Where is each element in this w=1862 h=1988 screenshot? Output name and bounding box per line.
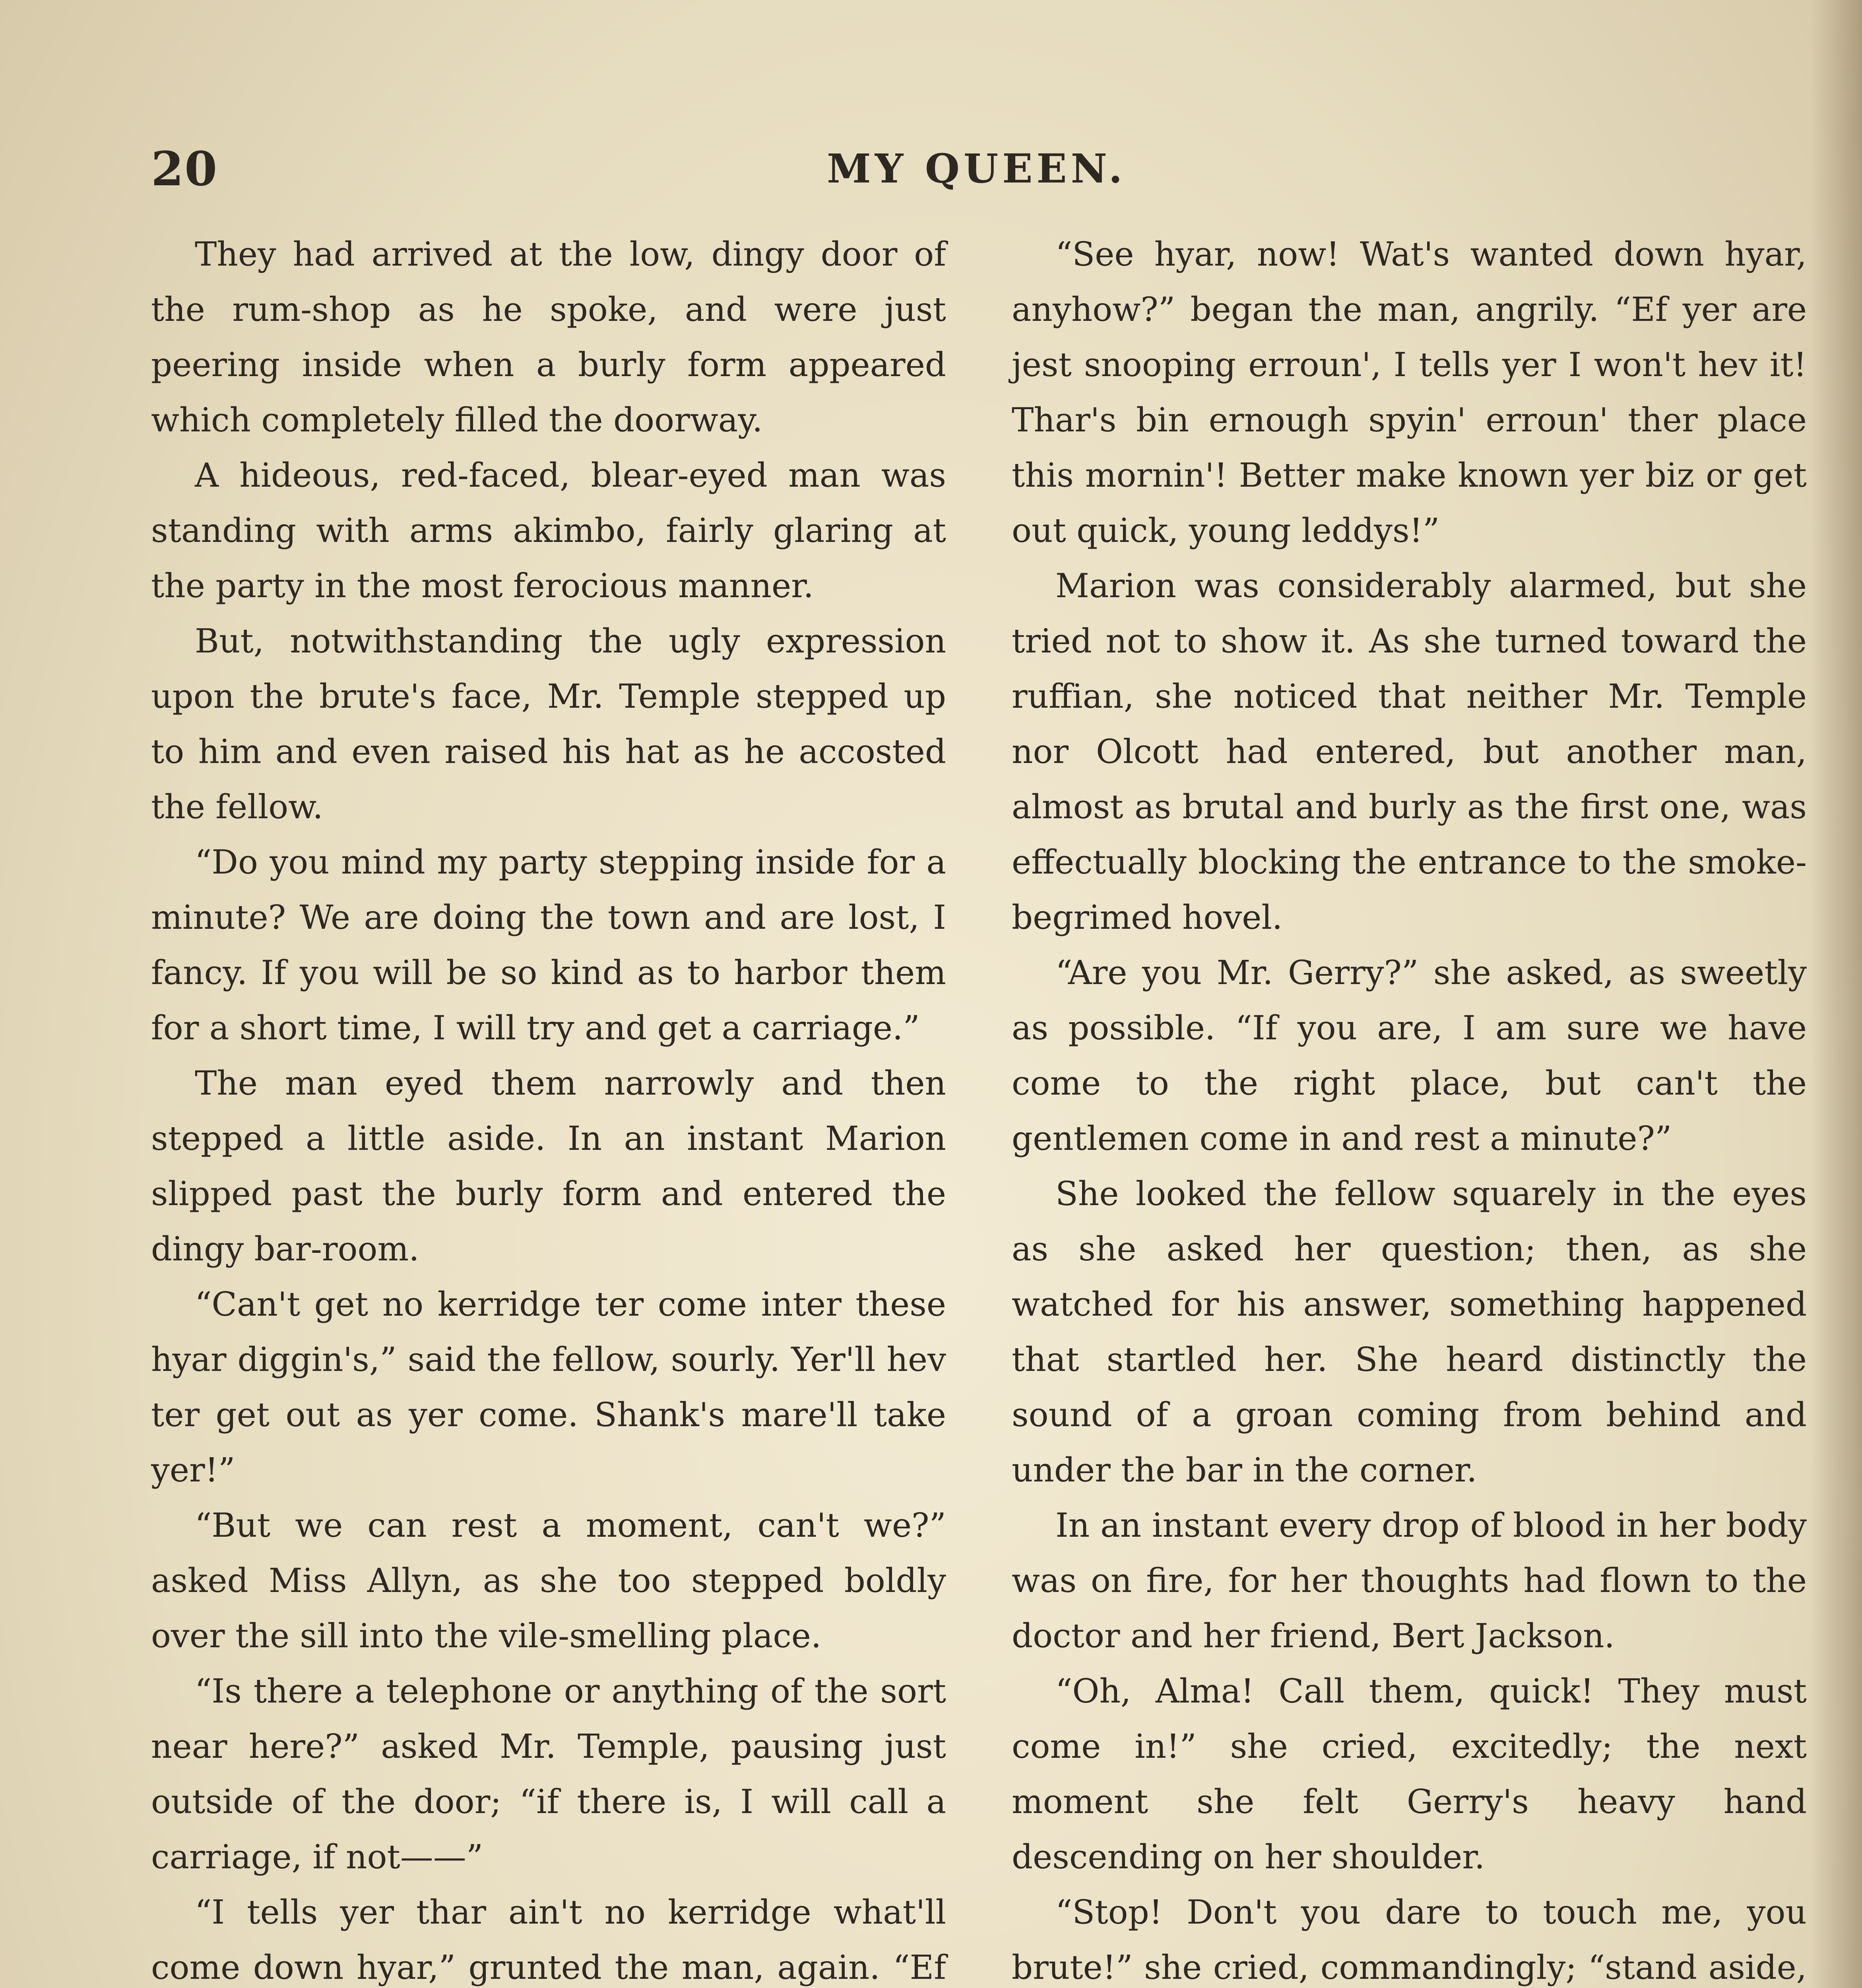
paragraph: “Do you mind my party stepping inside for a minute? We are doing the town and are lost, I fancy. If you will be so kind as to harbor them for a short time, I will try and get a carriage.” — [151, 843, 946, 1047]
paragraph: “Is there a telephone or anything of the sort near here?” asked Mr. Temple, pausing just outside of the door; “if there is, I will call a carriage, if not——” — [151, 1672, 946, 1876]
left-column — [151, 227, 946, 1988]
paragraph: “Can't get no kerridge ter come inter these hyar diggin's,” said the fellow, sourly. Yer'll hev ter get out as yer come. Shank's mare'll take yer!” — [151, 1285, 946, 1489]
running-title: MY QUEEN. — [827, 145, 1127, 192]
paragraph: “Oh, Alma! Call them, quick! They must come in!” she cried, excitedly; the next moment she felt Gerry's heavy hand descending on her shoulder. — [1012, 1672, 1807, 1876]
book-spine-shadow — [1810, 0, 1862, 1988]
paragraph: “Stop! Don't you dare to touch me, you brute!” she cried, commandingly; “stand aside, — [1012, 1893, 1807, 1987]
paragraph: In an instant every drop of blood in her body was on fire, for her thoughts had flown to the doctor and her friend, Bert Jackson. — [1012, 1506, 1807, 1655]
paragraph: They had arrived at the low, dingy door of the rum-shop as he spoke, and were just peering inside when a burly form appeared which completely filled the doorway. — [151, 235, 946, 439]
paragraph: “I tells yer thar ain't no kerridge what'll come down hyar,” grunted the man, again. “Ef — [151, 1893, 946, 1987]
paragraph: Marion was considerably alarmed, but she tried not to show it. As she turned toward the ruffian, she noticed that neither Mr. Temple nor Olcott had entered, but another man, almost as brutal and burly as the first one, was effectually blocking the entrance to the smoke-begrimed hovel. — [1012, 567, 1807, 937]
page-number: 20 — [151, 141, 218, 196]
right-column — [1012, 227, 1807, 1988]
paragraph: A hideous, red-faced, blear-eyed man was standing with arms akimbo, fairly glaring at the party in the most ferocious manner. — [151, 456, 946, 605]
paragraph: The man eyed them narrowly and then stepped a little aside. In an instant Marion slipped past the burly form and entered the dingy bar-room. — [151, 1064, 946, 1268]
paragraph: “Are you Mr. Gerry?” she asked, as sweetly as possible. “If you are, I am sure we have come to the right place, but can't the gentlemen come in and rest a minute?” — [1012, 953, 1807, 1158]
paragraph: But, notwithstanding the ugly expression upon the brute's face, Mr. Temple stepped up to him and even raised his hat as he accosted the fellow. — [151, 622, 946, 826]
paragraph: “But we can rest a moment, can't we?” asked Miss Allyn, as she too stepped boldly over the sill into the vile-smelling place. — [151, 1506, 946, 1655]
paragraph: She looked the fellow squarely in the eyes as she asked her question; then, as she watched for his answer, something happened that startled her. She heard distinctly the sound of a groan coming from behind and under the bar in the corner. — [1012, 1175, 1807, 1489]
page-header — [151, 141, 1801, 201]
paragraph: “See hyar, now! Wat's wanted down hyar, anyhow?” began the man, angrily. “Ef yer are jest snooping erroun', I tells yer I won't hev it! Thar's bin ernough spyin' erroun' ther place this mornin'! Better make known yer biz or get out quick, young leddys!” — [1012, 235, 1807, 550]
